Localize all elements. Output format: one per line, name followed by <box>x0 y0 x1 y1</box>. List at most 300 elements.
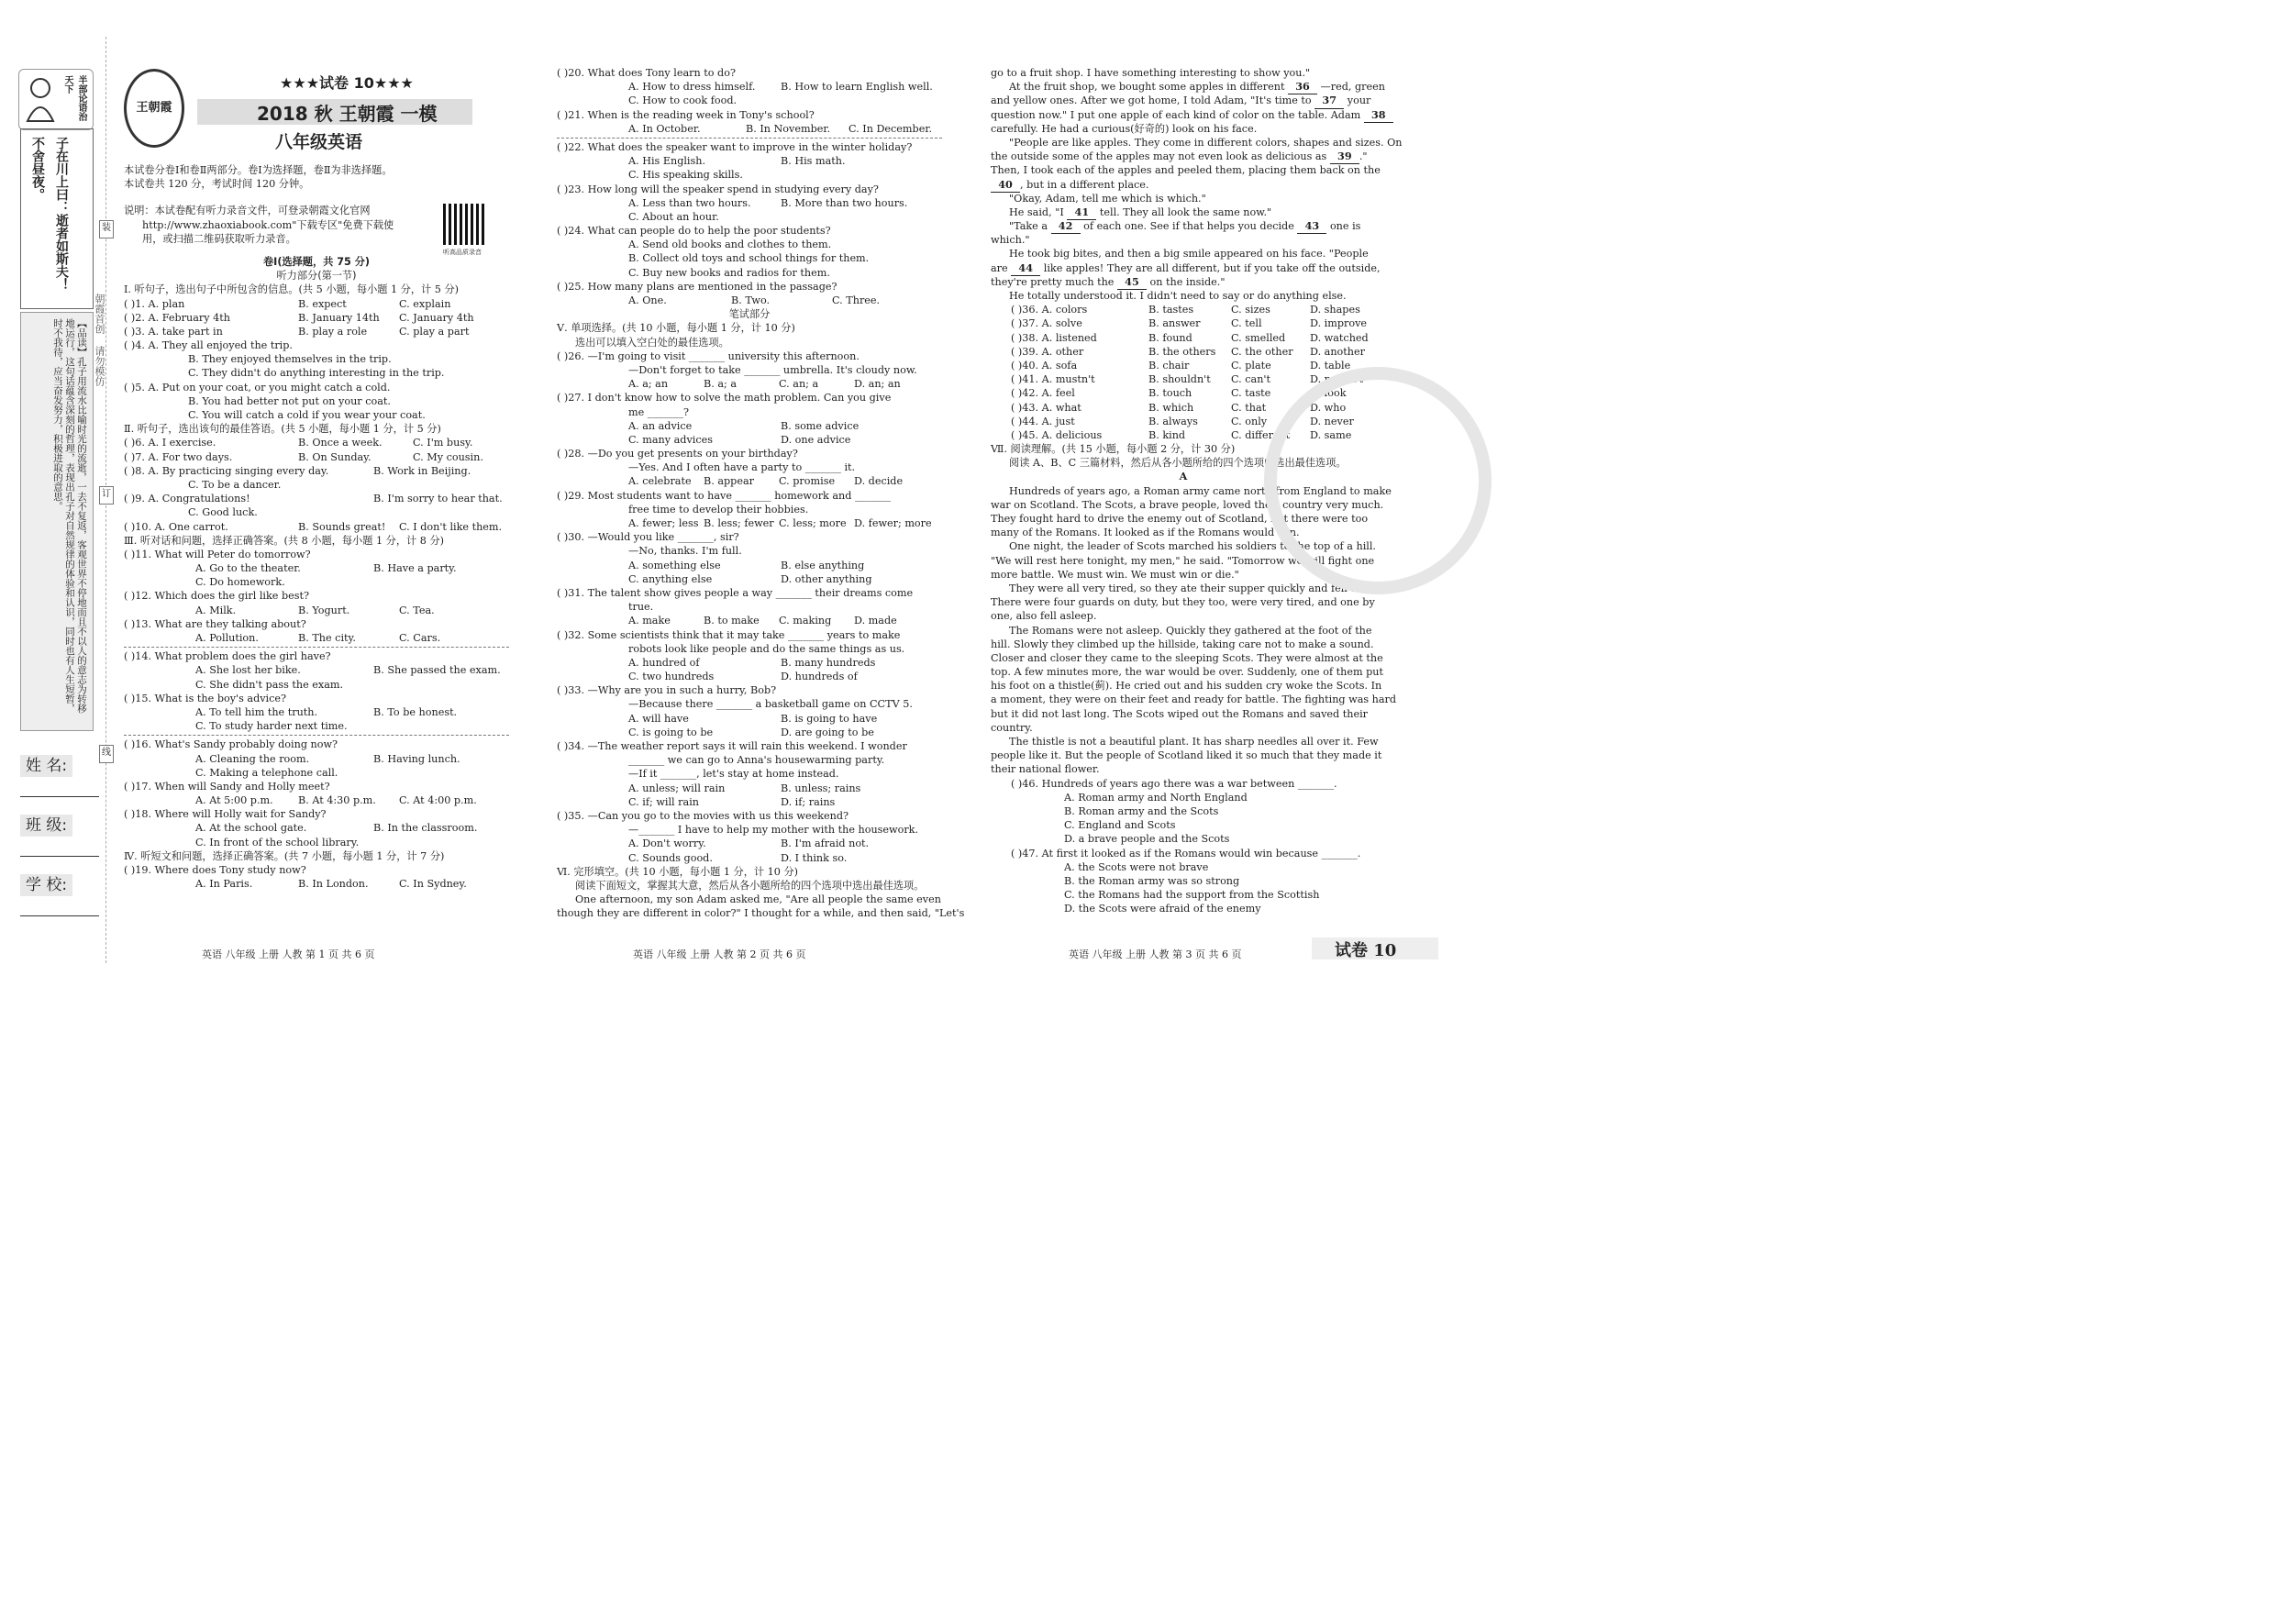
paper-tag: 试卷 10 <box>1335 941 1397 960</box>
option: C. can't <box>1231 373 1270 386</box>
option: A. Send old books and clothes to them. <box>628 238 832 251</box>
question-row: ( )21. When is the reading week in Tony's school? <box>557 108 815 121</box>
option: A. At the school gate. <box>195 822 307 835</box>
option: B. which <box>1148 401 1194 414</box>
blank-39[interactable]: 39 <box>1330 150 1359 164</box>
name-label: 姓 名: <box>20 752 72 775</box>
option: B. unless; rains <box>781 782 861 794</box>
question-cont: me _______? <box>628 405 689 418</box>
option: C. I don't like them. <box>399 520 503 533</box>
option: A. In Paris. <box>195 878 253 891</box>
class-line[interactable] <box>20 856 99 857</box>
cut-mark: 线 <box>99 745 114 763</box>
question-row: ( )20. What does Tony learn to do? <box>557 67 736 79</box>
option: ( )39. A. other <box>1011 345 1084 358</box>
option-row <box>557 782 942 795</box>
option: B. In the classroom. <box>373 822 478 835</box>
option: C. less; more <box>779 517 847 529</box>
option: ( )10. A. One carrot. <box>124 520 228 533</box>
question-row: ( )23. How long will the speaker spend in studying every day? <box>557 183 879 195</box>
question-cont: robots look like people and do the same things as us. <box>628 642 905 655</box>
text-run: they're pretty much the <box>991 275 1117 288</box>
section-heading: 听力部分(第一节) <box>276 270 357 283</box>
option-row <box>557 516 942 530</box>
passage-line <box>991 205 1376 219</box>
option: B. You had better not put on your coat. <box>188 394 391 407</box>
passage-line: go to a fruit shop. I have something interesting to show you." <box>991 67 1311 79</box>
blank-36[interactable]: 36 <box>1288 80 1317 94</box>
option: B. the others <box>1148 345 1216 358</box>
passage-line: There were four guards on duty, but they too, were very tired, and one by <box>991 596 1375 609</box>
option-row <box>557 474 942 488</box>
cloze-row <box>991 359 1376 372</box>
cloze-row <box>991 345 1376 359</box>
option: B. I'm afraid not. <box>781 837 870 850</box>
option: C. Three. <box>832 294 881 306</box>
option: C. I'm busy. <box>413 437 473 449</box>
option: D. fewer; more <box>854 517 932 529</box>
passage-line: more battle. We must win. We must win or die." <box>991 568 1239 581</box>
passage-line <box>991 219 1376 233</box>
option: A. One. <box>628 294 667 306</box>
passage-line <box>991 178 1376 192</box>
option: C. January 4th <box>399 311 474 324</box>
option: C. is going to be <box>628 726 714 738</box>
option: A. Less than two hours. <box>628 196 751 209</box>
option: B. Two. <box>731 294 771 306</box>
option: C. the other <box>1231 345 1293 358</box>
passage-line <box>991 94 1376 107</box>
passage-line: their national flower. <box>991 763 1100 776</box>
question-cont: _______ we can go to Anna's housewarming party. <box>628 754 885 767</box>
option: B. The city. <box>298 632 356 644</box>
option: B. always <box>1148 415 1198 427</box>
option: ( )43. A. what <box>1011 401 1081 414</box>
option: C. plate <box>1231 359 1271 372</box>
option: D. the Scots were afraid of the enemy <box>1064 903 1261 915</box>
option-row <box>557 712 942 726</box>
question-row: ( )33. —Why are you in such a hurry, Bob? <box>557 684 777 697</box>
option: B. touch <box>1148 387 1192 400</box>
option: D. who <box>1310 401 1347 414</box>
option: B. to make <box>704 615 760 627</box>
passage-line <box>991 107 1386 122</box>
column-page1 <box>124 163 509 891</box>
option: A. Cleaning the room. <box>195 752 310 765</box>
option: C. only <box>1231 415 1268 427</box>
text-run: on the inside." <box>1146 275 1226 288</box>
quote-box <box>20 128 94 309</box>
question-row: ( )12. Which does the girl like best? <box>124 590 309 603</box>
option: C. smelled <box>1231 331 1286 344</box>
option: A. fewer; less <box>628 517 699 529</box>
option-row <box>124 663 509 677</box>
option: C. In Sydney. <box>399 878 467 891</box>
passage-line: hill. Slowly they climbed up the hillside, taking care not to make a sound. <box>991 638 1374 650</box>
option: A. unless; will rain <box>628 782 726 794</box>
question-row <box>124 450 509 464</box>
option-row <box>557 377 942 391</box>
option: B. less; fewer <box>704 517 774 529</box>
option: D. one advice <box>781 433 851 446</box>
option: B. In London. <box>298 878 369 891</box>
option: A. a; an <box>628 378 669 391</box>
option-row <box>124 631 509 645</box>
option: B. She passed the exam. <box>373 664 501 677</box>
option: B. answer <box>1148 317 1201 330</box>
cut-mark: 装 <box>99 220 114 238</box>
option: D. shapes <box>1310 304 1360 316</box>
passage-line: a moment, they were on their feet and ready for battle. The fighting was hard <box>991 693 1397 706</box>
question-row: ( )13. What are they talking about? <box>124 617 306 630</box>
cloze-row <box>991 303 1376 316</box>
passage-line: He totally understood it. I didn't need to say or do anything else. <box>1009 290 1347 302</box>
cloze-row <box>991 316 1376 330</box>
passage-line: top. A few minutes more, the war would be over. Suddenly, one of them put <box>991 666 1383 679</box>
option: C. Do homework. <box>195 576 285 589</box>
cut-text: 朝霞首创 请勿模仿 <box>94 294 105 386</box>
option: A. will have <box>628 712 689 725</box>
option-row <box>124 604 509 617</box>
option: ( )42. A. feel <box>1011 387 1075 400</box>
divider <box>124 735 509 736</box>
option: B. How to learn English well. <box>781 81 933 94</box>
section-title: Ⅵ. 完形填空。(共 10 小题，每小题 1 分，计 10 分) <box>557 865 799 878</box>
option-row <box>557 196 942 210</box>
option: C. Good luck. <box>188 506 258 519</box>
question-row: ( )22. What does the speaker want to improve in the winter holiday? <box>557 140 913 153</box>
option: A. She lost her bike. <box>195 664 301 677</box>
passage-line: carefully. He had a curious(好奇的) look on his face. <box>991 122 1258 135</box>
question-row <box>124 464 509 478</box>
question-cont: —_______ I have to help my mother with the housework. <box>628 824 919 837</box>
option: C. that <box>1231 401 1267 414</box>
passage-line: They were all very tired, so they ate their supper quickly and fell asleep. <box>1009 582 1388 594</box>
option: C. Buy new books and radios for them. <box>628 266 830 279</box>
question-row: ( )24. What can people do to help the poor students? <box>557 225 831 238</box>
option: C. To study harder next time. <box>195 720 348 733</box>
option: C. tell <box>1231 317 1262 330</box>
option: C. anything else <box>628 572 713 585</box>
option: A. His English. <box>628 155 706 168</box>
passage-line: Closer and closer they came to the sleeping Scots. They were almost at the <box>991 651 1383 664</box>
option: C. the Romans had the support from the Scottish <box>1064 889 1320 902</box>
question-row <box>124 436 509 449</box>
option: B. They enjoyed themselves in the trip. <box>188 353 392 366</box>
passage-line <box>991 80 1385 94</box>
option: ( )7. A. For two days. <box>124 450 233 463</box>
question-cont: —Because there _______ a basketball game on CCTV 5. <box>628 698 913 711</box>
cut-mark: 订 <box>99 486 114 505</box>
section-title: Ⅴ. 单项选择。(共 10 小题，每小题 1 分，计 10 分) <box>557 322 795 335</box>
option: A. the Scots were not brave <box>1064 860 1209 873</box>
option: A. At 5:00 p.m. <box>195 794 273 807</box>
option: C. taste <box>1231 387 1271 400</box>
commentary-box <box>20 312 94 731</box>
option-row <box>557 726 942 739</box>
question-cont: —If it _______, let's stay at home instead. <box>628 768 839 781</box>
note-line: http://www.zhaoxiabook.com"下载专区"免费下载使 <box>142 218 394 231</box>
option: A. Don't worry. <box>628 837 706 850</box>
option: B. tastes <box>1148 304 1194 316</box>
option-row <box>124 752 509 766</box>
option: C. They didn't do anything interesting in the trip. <box>188 367 445 380</box>
question-cont: free time to develop their hobbies. <box>628 503 809 516</box>
intro-line: 本试卷共 120 分，考试时间 120 分钟。 <box>124 178 310 191</box>
passage-line: which." <box>991 234 1030 247</box>
question-row: ( )14. What problem does the girl have? <box>124 650 331 663</box>
option: ( )44. A. just <box>1011 415 1075 427</box>
option: B. Yogurt. <box>298 604 350 616</box>
option-row <box>557 656 942 670</box>
option: ( )1. A. plan <box>124 297 185 310</box>
question-row: ( )35. —Can you go to the movies with us this weekend? <box>557 809 849 822</box>
text-run: "Take a <box>1009 220 1051 233</box>
section-subtitle: 选出可以填入空白处的最佳选项。 <box>575 336 729 349</box>
question-cont: —Don't forget to take _______ umbrella. It's cloudy now. <box>628 363 917 376</box>
option: ( )9. A. Congratulations! <box>124 493 250 505</box>
cloze-row <box>991 331 1376 345</box>
option: D. decide <box>854 475 904 488</box>
option: C. Sounds good. <box>628 851 713 864</box>
option: D. if; rains <box>781 795 836 808</box>
text-run: question now." I put one apple of each kind of color on the table. Adam <box>991 108 1364 121</box>
option-row <box>557 294 942 307</box>
text-run: , but in a different place. <box>1020 178 1149 191</box>
question-cont: true. <box>628 601 654 614</box>
question-row: ( )28. —Do you get presents on your birthday? <box>557 448 798 460</box>
section-heading: 卷Ⅰ(选择题，共 75 分) <box>262 255 371 268</box>
option: C. To be a dancer. <box>188 478 282 491</box>
divider <box>557 138 942 139</box>
question-row: ( )26. —I'm going to visit _______ university this afternoon. <box>557 349 860 362</box>
blank-45[interactable]: 45 <box>1117 275 1147 290</box>
option: B. a; a <box>704 378 737 391</box>
school-label: 学 校: <box>20 871 72 894</box>
option: D. other anything <box>781 572 872 585</box>
passage-line: The thistle is not a beautiful plant. It has sharp needles all over it. Few <box>1009 736 1379 748</box>
option-row <box>557 572 942 586</box>
option: A. hundred of <box>628 656 700 669</box>
option-row <box>124 793 509 807</box>
brand-logo <box>124 69 184 148</box>
option: D. look <box>1310 387 1347 400</box>
option: C. You will catch a cold if you wear your coat. <box>188 409 426 421</box>
option: B. I'm sorry to hear that. <box>373 493 503 505</box>
option: ( )45. A. delicious <box>1011 428 1103 441</box>
passage-label: A <box>1179 470 1188 483</box>
question-row: ( )31. The talent show gives people a way _______ their dreams come <box>557 586 914 599</box>
option-row <box>124 561 509 575</box>
option: B. Collect old toys and school things for them. <box>628 252 870 265</box>
option: B. appear <box>704 475 754 488</box>
blank-43[interactable]: 43 <box>1297 219 1326 234</box>
text-run: —red, green <box>1317 81 1385 94</box>
quote-line2: 不舍昼夜。 <box>30 137 45 201</box>
question-row: ( )29. Most students want to have _______ homework and _______ <box>557 489 892 502</box>
intro-line: 本试卷分卷Ⅰ和卷Ⅱ两部分。卷Ⅰ为选择题，卷Ⅱ为非选择题。 <box>124 164 393 176</box>
passage-line: Hundreds of years ago, a Roman army came north from England to make <box>1009 484 1392 497</box>
option: ( )6. A. I exercise. <box>124 437 216 449</box>
blank-37[interactable]: 37 <box>1314 94 1344 108</box>
option: B. chair <box>1148 359 1190 372</box>
page-footer-2: 英语 八年级 上册 人教 第 2 页 共 6 页 <box>633 948 806 960</box>
passage-line: though they are different in color?" I thought for a while, and then said, "Let's <box>557 907 965 920</box>
option: D. watched <box>1310 331 1369 344</box>
option: C. About an hour. <box>628 210 719 223</box>
passage-line: One night, the leader of Scots marched his soldiers to the top of a hill. <box>1009 540 1376 553</box>
passage-line: One afternoon, my son Adam asked me, "Are all people the same even <box>575 893 941 906</box>
passage-line: "Okay, Adam, tell me which is which." <box>1009 192 1206 205</box>
question-row <box>124 520 509 534</box>
option: B. found <box>1148 331 1192 344</box>
option: B. To be honest. <box>373 705 458 718</box>
option: C. My cousin. <box>413 450 483 463</box>
note-line: 用，或扫描二维码获取听力录音。 <box>142 232 296 245</box>
passage-line: "We will rest here tonight, my men," he said. "Tomorrow we will fight one <box>991 554 1375 567</box>
blank-44[interactable]: 44 <box>1011 261 1040 276</box>
option-row <box>557 122 942 136</box>
question-cont: —No, thanks. I'm full. <box>628 545 742 558</box>
option: ( )38. A. listened <box>1011 331 1097 344</box>
option: A. Milk. <box>195 604 237 616</box>
option: ( )40. A. sofa <box>1011 359 1078 372</box>
option: ( )36. A. colors <box>1011 304 1088 316</box>
option: C. She didn't pass the exam. <box>195 678 344 691</box>
option: B. expect <box>298 297 347 310</box>
text-run: and yellow ones. After we got home, I told Adam, "It's time to <box>991 94 1315 107</box>
option: D. made <box>854 615 897 627</box>
question-row: ( )47. At first it looked as if the Romans would win because _______. <box>1011 847 1361 859</box>
option-row <box>124 821 509 835</box>
motto-text: 半部论语治天下 <box>62 75 86 121</box>
blank-40[interactable]: 40 <box>991 178 1020 193</box>
school-line[interactable] <box>20 915 99 916</box>
page-footer-1: 英语 八年级 上册 人教 第 1 页 共 6 页 <box>202 948 375 960</box>
option: B. Roman army and the Scots <box>1064 804 1219 817</box>
option: B. Have a party. <box>373 562 457 575</box>
qr-code-icon[interactable] <box>443 204 484 245</box>
passage-line: He took big bites, and then a big smile appeared on his face. "People <box>1009 248 1369 261</box>
option: C. an; a <box>779 378 819 391</box>
passage-line <box>991 275 1376 289</box>
binding-sidebar <box>0 0 110 1001</box>
passage-line <box>991 150 1376 163</box>
option: D. table <box>1310 359 1351 372</box>
option: B. His math. <box>781 155 846 168</box>
option: C. play a part <box>399 325 470 338</box>
option: B. kind <box>1148 428 1186 441</box>
passage-line: his foot on a thistle(蓟). He cried out and his sudden cry woke the Scots. In <box>991 680 1382 693</box>
blank-42[interactable]: 42 <box>1051 219 1081 234</box>
option: A. Go to the theater. <box>195 562 301 575</box>
question-row <box>124 297 509 311</box>
option: ( )3. A. take part in <box>124 325 223 338</box>
option: D. same <box>1310 428 1352 441</box>
option-row <box>557 80 942 94</box>
option: A. an advice <box>628 419 693 432</box>
question-row: ( )4. A. They all enjoyed the trip. <box>124 339 293 352</box>
divider <box>124 647 509 648</box>
question-row: ( )46. Hundreds of years ago there was a war between _______. <box>1011 777 1337 790</box>
question-row <box>124 311 509 325</box>
option: C. sizes <box>1231 304 1270 316</box>
name-line[interactable] <box>20 796 99 797</box>
question-row: ( )16. What's Sandy probably doing now? <box>124 738 338 751</box>
text-run: He said, "I <box>1009 205 1068 218</box>
option: D. improve <box>1310 317 1368 330</box>
text-run: ." <box>1359 150 1368 163</box>
page-footer-3: 英语 八年级 上册 人教 第 3 页 共 6 页 <box>1069 948 1242 960</box>
paper-number: ★★★试卷 10★★★ <box>280 74 414 92</box>
question-row: ( )30. —Would you like _______, sir? <box>557 531 739 544</box>
option-row <box>124 705 509 719</box>
blank-41[interactable]: 41 <box>1067 205 1096 220</box>
option-row <box>557 837 942 850</box>
option: C. different <box>1231 428 1291 441</box>
option: A. Pollution. <box>195 632 259 644</box>
option: C. if; will rain <box>628 795 699 808</box>
option: B. many hundreds <box>781 656 876 669</box>
note-line: 说明：本试卷配有听力录音文件，可登录朝霞文化官网 <box>124 205 371 217</box>
question-row: ( )19. Where does Tony study now? <box>124 864 306 876</box>
confucius-icon <box>22 75 59 123</box>
option: D. I think so. <box>781 851 848 864</box>
option: D. needn't <box>1310 373 1364 386</box>
option: B. On Sunday. <box>298 450 372 463</box>
section-title: Ⅰ. 听句子，选出句子中所包含的信息。(共 5 小题，每小题 1 分，计 5 分) <box>124 283 460 296</box>
option: C. explain <box>399 297 451 310</box>
passage-line: people like it. But the people of Scotland liked it so much that they made it <box>991 749 1382 762</box>
class-label: 班 级: <box>20 812 72 835</box>
text-run: tell. They all look the same now." <box>1096 205 1272 218</box>
section-title: Ⅶ. 阅读理解。(共 15 小题，每小题 2 分，计 30 分) <box>991 443 1236 456</box>
text-run: At the fruit shop, we bought some apples in different <box>1009 81 1288 94</box>
question-row: ( )11. What will Peter do tomorrow? <box>124 548 311 560</box>
option: D. an; an <box>854 378 901 391</box>
question-cont: —Yes. And I often have a party to _______ it. <box>628 461 856 474</box>
qr-caption: 听高品质录音 <box>443 249 482 256</box>
option: B. the Roman army was so strong <box>1064 874 1240 887</box>
question-row <box>124 325 509 338</box>
option: B. Having lunch. <box>373 752 460 765</box>
option: B. some advice <box>781 419 860 432</box>
text-run: like apples! They are all different, but if you take off the outside, <box>1040 261 1381 274</box>
page-title: 2018 秋 王朝霞 一模 <box>257 103 438 125</box>
option: A. How to dress himself. <box>628 81 756 94</box>
passage-line: Then, I took each of the apples and peeled them, placing them back on the <box>991 164 1381 177</box>
option-row <box>557 154 942 168</box>
section-subtitle: 阅读 A、B、C 三篇材料，然后从各小题所给的四个选项中选出最佳选项。 <box>1009 457 1347 470</box>
blank-38[interactable]: 38 <box>1364 108 1393 123</box>
option: C. making <box>779 615 832 627</box>
option: B. More than two hours. <box>781 196 908 209</box>
option: C. At 4:00 p.m. <box>399 794 477 807</box>
option: A. In October. <box>628 122 701 135</box>
question-row: ( )34. —The weather report says it will rain this weekend. I wonder <box>557 740 907 752</box>
question-row: ( )32. Some scientists think that it may take _______ years to make <box>557 628 901 641</box>
section-title: Ⅳ. 听短文和问题，选择正确答案。(共 7 小题，每小题 1 分，计 7 分) <box>124 849 445 862</box>
option-row <box>557 851 942 865</box>
option: A. To tell him the truth. <box>195 705 318 718</box>
logo-text: 王朝霞 <box>136 101 172 115</box>
quote-line1: 子在川上曰：逝者如斯夫！ <box>54 137 69 291</box>
option-row <box>124 877 509 891</box>
option: A. make <box>628 615 671 627</box>
option: B. else anything <box>781 559 865 571</box>
text-run: of each one. See if that helps you decide <box>1080 220 1298 233</box>
option: B. play a role <box>298 325 368 338</box>
